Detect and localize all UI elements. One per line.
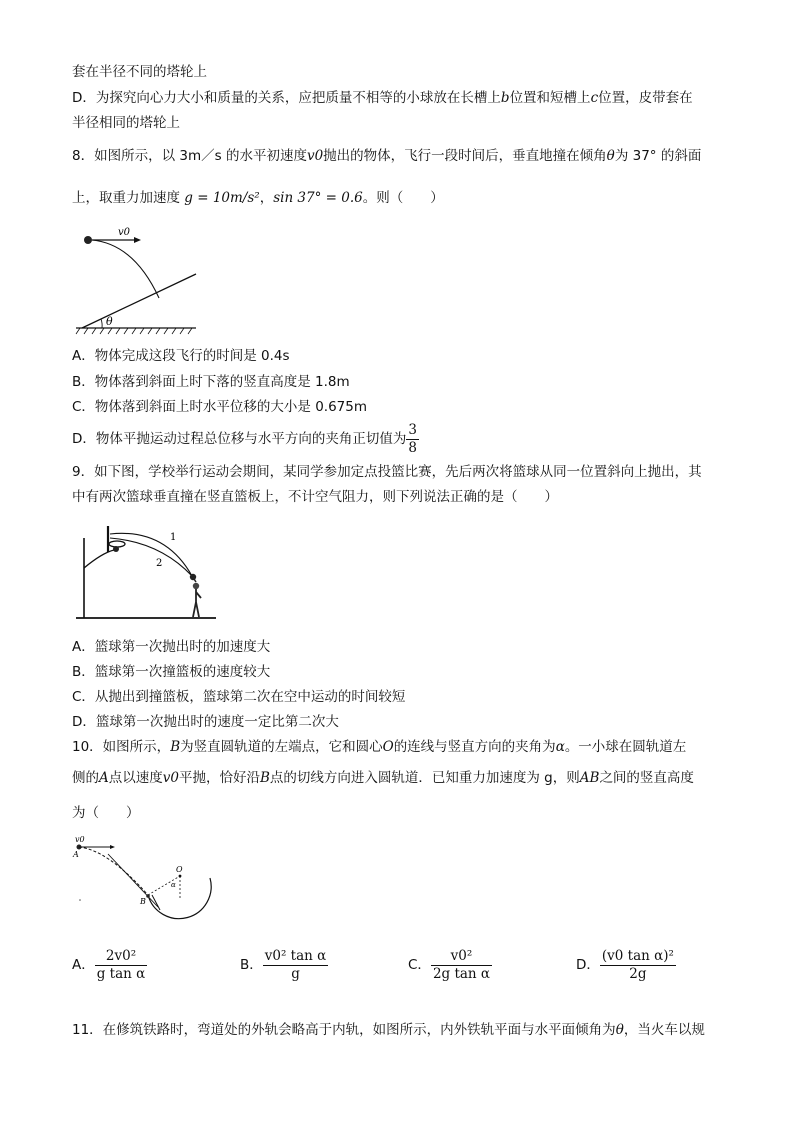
- q11-stem-line1: 11．在修筑铁路时，弯道处的外轨会略高于内轨，如图所示，内外铁轨平面与水平面倾角为θ，当火车以规: [72, 1022, 705, 1038]
- q10-circular-track-figure: [68, 832, 218, 924]
- fig-alpha-label: α: [171, 881, 176, 889]
- fig-v0-label: v0: [75, 835, 85, 844]
- q9-option-d: D．篮球第一次抛出时的速度一定比第二次大: [72, 714, 339, 730]
- fig-b-label: B: [140, 897, 146, 906]
- q9-option-a: A．篮球第一次抛出时的加速度大: [72, 639, 271, 655]
- q10-option-b: B． $\frac{\text{v0² tan α}}{g}$: [240, 947, 327, 982]
- q8-incline-figure: [74, 222, 204, 338]
- q8-option-c: C．物体落到斜面上时水平位移的大小是 0.675m: [72, 399, 368, 415]
- q9-basketball-figure: [70, 518, 220, 626]
- player-figure: [193, 589, 201, 617]
- ball-icon: [84, 236, 92, 244]
- circular-track: [148, 878, 211, 919]
- hoop: [109, 541, 125, 547]
- q8-option-d-fraction: $\frac{3}{8}$: [408, 421, 417, 456]
- q9-stem-line1: 9．如下图，学校举行运动会期间，某同学参加定点投篮比赛，先后两次将篮球从同一位置斜向上抛出，其: [72, 464, 702, 480]
- q10-stem-line3: 为（ ）: [72, 805, 140, 821]
- q9-option-c: C．从抛出到撞篮板，篮球第二次在空中运动的时间较短: [72, 689, 406, 705]
- q8-stem-line2: 上，取重力加速度 g = 10m/s²，sin 37° = 0.6。则（ ）: [72, 190, 444, 206]
- q7-option-d-line2: 半径相同的塔轮上: [72, 115, 180, 131]
- q8-option-b: B．物体落到斜面上时下落的竖直高度是 1.8m: [72, 374, 350, 390]
- fig-v0-label: v0: [118, 227, 131, 238]
- q10-option-d: D． $\frac{\text{(v0 tan α)²}}{2g}$: [576, 947, 674, 982]
- q10-stem-line2: 侧的A点以速度v0平抛，恰好沿B点的切线方向进入圆轨道．已知重力加速度为 g，则AB之间的竖直高度: [72, 770, 694, 786]
- q10-stem-line1: 10．如图所示，B为竖直圆轨道的左端点，它和圆心O的连线与竖直方向的夹角为α。一小球在圆轨道左: [72, 739, 687, 755]
- q9-stem-line2: 中有两次篮球垂直撞在竖直篮板上，不计空气阻力，则下列说法正确的是（ ）: [72, 489, 558, 505]
- q8-option-d: D．物体平抛运动过程总位移与水平方向的夹角正切值为 $\frac{3}{8}$: [72, 421, 417, 456]
- q7-continuation: 套在半径不同的塔轮上: [72, 64, 207, 80]
- fig-theta-label: θ: [106, 315, 113, 328]
- q9-option-b: B．篮球第一次撞篮板的速度较大: [72, 664, 271, 680]
- q8-stem-line1: 8．如图所示，以 3m／s 的水平初速度v0抛出的物体，飞行一段时间后，垂直地撞在倾角θ为 37° 的斜面: [72, 148, 702, 164]
- basketball-icon: [190, 574, 196, 580]
- fig-trajectory-1-label: 1: [170, 532, 177, 543]
- q8-option-a: A．物体完成这段飞行的时间是 0.4s: [72, 348, 290, 364]
- q7-option-d-line1: D．为探究向心力大小和质量的关系，应把质量不相等的小球放在长槽上b位置和短槽上c位置，皮带套在: [72, 90, 693, 106]
- fig-o-label: O: [176, 865, 183, 874]
- player-head: [193, 583, 199, 589]
- fig-trajectory-2-label: 2: [156, 558, 163, 569]
- fig-a-label: A: [73, 850, 79, 859]
- q10-option-c: C． $\frac{\text{v0²}}{\text{2g tan α}}$: [408, 947, 491, 982]
- q10-option-a: A． $\frac{\text{2v0²}}{\text{g tan α}}$: [72, 947, 146, 982]
